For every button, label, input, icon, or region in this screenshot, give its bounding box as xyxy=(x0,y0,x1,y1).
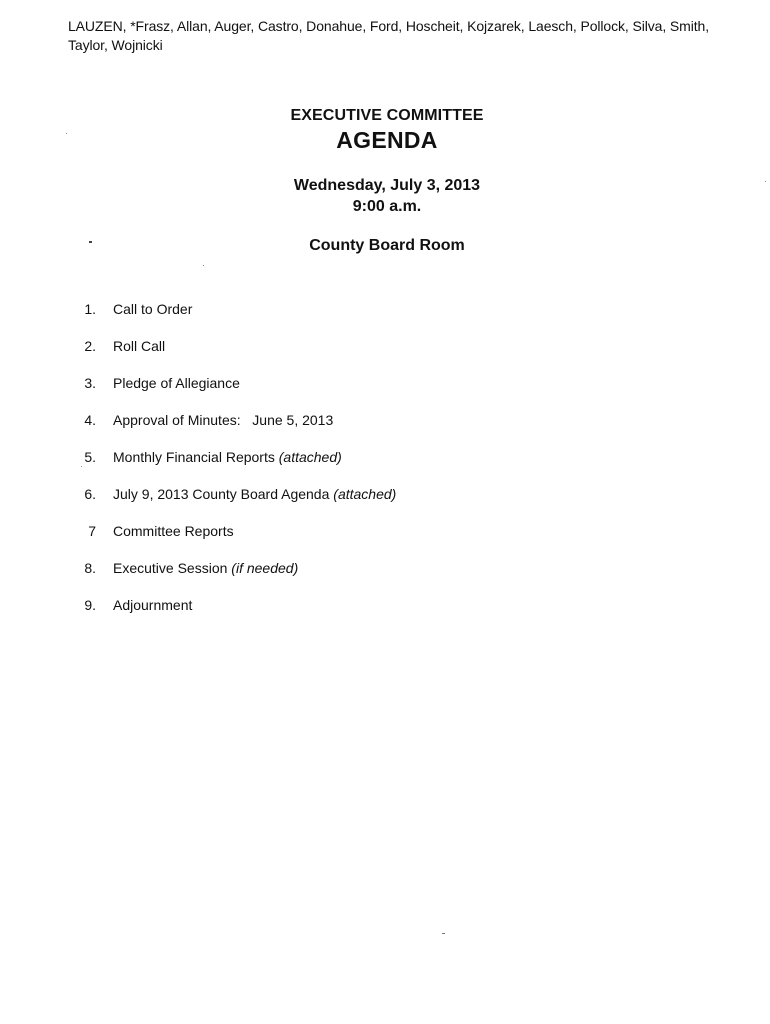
scan-speck xyxy=(66,133,67,134)
agenda-item xyxy=(68,484,668,521)
agenda-item xyxy=(68,299,668,336)
scan-speck xyxy=(765,181,766,182)
agenda-item-text: Approval of Minutes: June 5, 2013 xyxy=(113,412,334,428)
agenda-item-number: 6. xyxy=(84,486,96,502)
agenda-item-number: 1. xyxy=(84,301,96,317)
agenda-item-number: 8. xyxy=(84,560,96,576)
committee-members: LAUZEN, *Frasz, Allan, Auger, Castro, Donahue, Ford, Hoscheit, Kojzarek, Laesch, Pollock, Silva, Smith, Taylor, Wojnicki xyxy=(68,18,709,53)
scan-speck xyxy=(442,933,445,934)
meeting-location: County Board Room xyxy=(309,237,465,254)
agenda-item xyxy=(68,373,668,410)
agenda-item-number: 7 xyxy=(88,523,96,539)
scan-speck xyxy=(89,241,92,243)
agenda-item-text: Committee Reports xyxy=(113,523,234,539)
agenda-item xyxy=(68,336,668,373)
agenda-list xyxy=(68,299,668,632)
agenda-item-text: Monthly Financial Reports (attached) xyxy=(113,449,342,465)
scan-speck xyxy=(81,466,82,467)
agenda-item-text: Executive Session (if needed) xyxy=(113,560,299,576)
agenda-item xyxy=(68,447,668,484)
meeting-date: Wednesday, July 3, 2013 xyxy=(293,177,481,194)
agenda-item-number: 9. xyxy=(84,597,96,613)
agenda-item xyxy=(68,410,668,447)
agenda-item-number: 5. xyxy=(84,449,96,465)
agenda-item-number: 2. xyxy=(84,338,96,354)
agenda-item-text: July 9, 2013 County Board Agenda (attached) xyxy=(113,486,397,502)
agenda-item-text: Adjournment xyxy=(113,597,193,613)
meeting-time: 9:00 a.m. xyxy=(352,198,422,215)
committee-name: EXECUTIVE COMMITTEE xyxy=(290,107,484,124)
agenda-item-number: 4. xyxy=(84,412,96,428)
agenda-item-text: Call to Order xyxy=(113,301,193,317)
agenda-item-text: Roll Call xyxy=(113,338,166,354)
agenda-item-number: 3. xyxy=(84,375,96,391)
agenda-item-text: Pledge of Allegiance xyxy=(113,375,240,391)
agenda-item xyxy=(68,595,668,632)
agenda-item xyxy=(68,521,668,558)
scan-speck xyxy=(203,265,204,266)
page-title: AGENDA xyxy=(336,127,438,153)
agenda-item xyxy=(68,558,668,595)
